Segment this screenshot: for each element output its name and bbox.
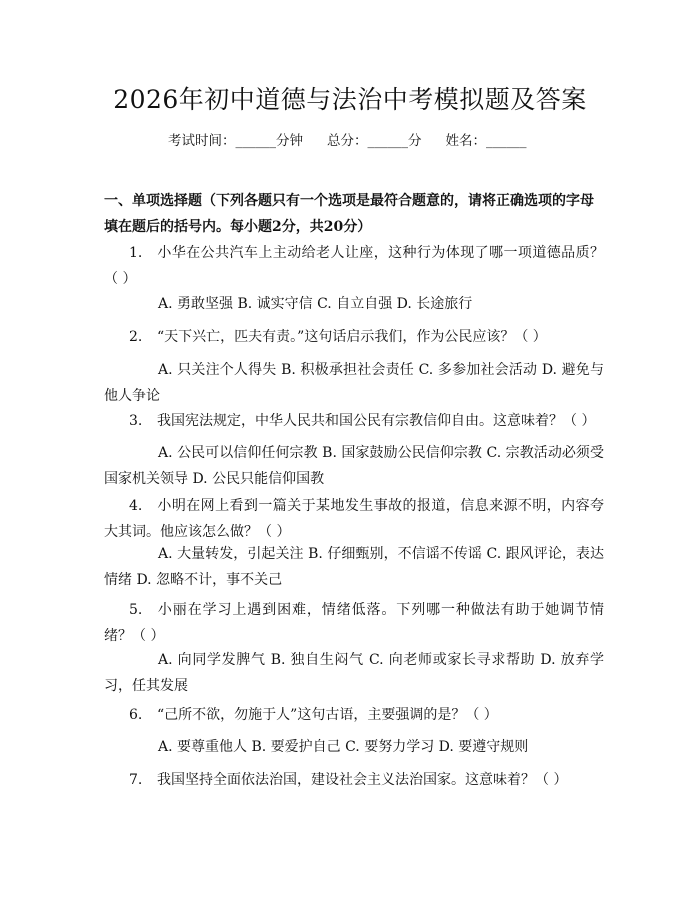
document-title: 2026年初中道德与法治中考模拟题及答案 — [113, 85, 587, 114]
question-2-options: A. 只关注个人得失 B. 积极承担社会责任 C. 多参加社会活动 D. 避免与他人争论 — [104, 362, 604, 404]
name-label: 姓名： — [445, 133, 486, 149]
question-text: 我国宪法规定，中华人民共和国公民有宗教信仰自由。这意味着？（ ） — [157, 413, 596, 429]
section-heading: 一、单项选择题（下列各题只有一个选项是最符合题意的，请将正确选项的字母填在题后的括号内。每小题2分，共20分） — [104, 193, 594, 235]
time-blank: ______ — [235, 133, 276, 149]
question-number: 3. — [129, 413, 143, 429]
time-label: 考试时间： — [168, 133, 236, 149]
question-4 — [104, 493, 604, 545]
question-1-options: A. 勇敢坚强 B. 诚实守信 C. 自立自强 D. 长途旅行 — [158, 296, 473, 312]
name-blank: ______ — [486, 133, 527, 149]
question-text: 小丽在学习上遇到困难，情绪低落。下列哪一种做法有助于她调节情绪？（ ） — [104, 602, 604, 644]
question-number: 5. — [129, 602, 143, 618]
question-5-options: A. 向同学发脾气 B. 独自生闷气 C. 向老师或家长寻求帮助 D. 放弃学习，任其发展 — [104, 652, 604, 694]
question-6 — [104, 702, 604, 728]
question-number: 2. — [129, 329, 143, 345]
question-text: 我国坚持全面依法治国，建设社会主义法治国家。这意味着？（ ） — [157, 772, 568, 788]
score-unit: 分 — [408, 133, 422, 149]
question-3-options: A. 公民可以信仰任何宗教 B. 国家鼓励公民信仰宗教 C. 宗教活动必须受国家机关领导 D. 公民只能信仰国教 — [104, 445, 604, 487]
question-7 — [104, 767, 604, 793]
question-number: 6. — [129, 707, 143, 723]
question-text: “天下兴亡，匹夫有责。”这句话启示我们，作为公民应该？（ ） — [157, 329, 547, 345]
question-4-options: A. 大量转发，引起关注 B. 仔细甄别，不信谣不传谣 C. 跟风评论，表达情绪 D. 忽略不计，事不关己 — [104, 546, 604, 588]
question-2 — [104, 324, 604, 350]
exam-info-line — [168, 130, 648, 152]
time-unit: 分钟 — [276, 133, 303, 149]
question-3 — [104, 408, 604, 434]
question-1 — [104, 240, 604, 292]
question-text: “己所不欲，勿施于人”这句古语，主要强调的是？（ ） — [157, 707, 498, 723]
score-label: 总分： — [327, 133, 368, 149]
question-number: 7. — [129, 772, 143, 788]
question-text: 小华在公共汽车上主动给老人让座，这种行为体现了哪一项道德品质？（ ） — [104, 245, 604, 287]
question-5 — [104, 597, 604, 649]
score-blank: ______ — [367, 133, 408, 149]
question-number: 1. — [129, 245, 143, 261]
question-6-options: A. 要尊重他人 B. 要爱护自己 C. 要努力学习 D. 要遵守规则 — [158, 739, 529, 755]
question-number: 4. — [129, 498, 143, 514]
question-text: 小明在网上看到一篇关于某地发生事故的报道，信息来源不明，内容夸大其词。他应该怎么做？（ ） — [104, 498, 604, 540]
